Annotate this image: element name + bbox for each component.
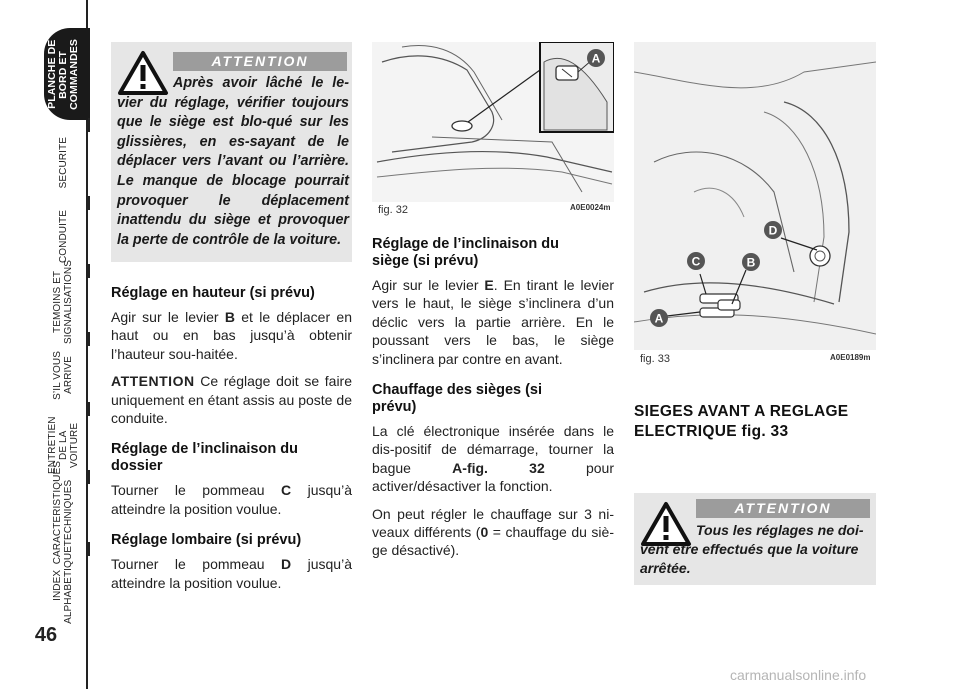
tab-caracteristiques[interactable] xyxy=(44,461,82,565)
tab-label: INDEX ALPHABETIQUE xyxy=(52,546,74,624)
paragraph-siege: Agir sur le levier E. En tirant le levier vers le haut, le siège s’inclinera d’un déclic vers la partie arrière. En le poussant vers le bas, le siège s’inclinera par contre en avant. xyxy=(372,277,614,367)
tab-securite[interactable] xyxy=(44,128,82,198)
figure-32 xyxy=(372,42,614,202)
text-column-2 xyxy=(372,236,614,569)
watermark: carmanualsonline.info xyxy=(730,667,867,683)
heading-reglage-hauteur: Réglage en hauteur (si prévu) xyxy=(111,285,315,301)
paragraph-chauffage: La clé électronique insérée dans le dis-positif de démarrage, tourner la bague A-fig. 32 pour activer/désactiver la fonction. xyxy=(372,423,614,495)
warning-title: ATTENTION xyxy=(696,499,870,518)
paragraph-lombaire: Tourner le pommeau D jusqu’à atteindre la position voulue. xyxy=(111,556,352,591)
ref-b: B xyxy=(224,309,235,325)
heading-reglage-lombaire: Réglage lombaire (si prévu) xyxy=(111,532,302,549)
warning-box xyxy=(111,42,352,262)
tab-label: CONDUITE xyxy=(57,210,69,264)
tab-temoins[interactable] xyxy=(44,260,82,345)
figure-code: A0E0024m xyxy=(570,203,611,212)
tab-sil-vous-arrive[interactable] xyxy=(44,340,82,410)
ref-c: C xyxy=(281,482,292,499)
figure-caption: fig. 33 xyxy=(640,353,670,365)
svg-text:A: A xyxy=(591,51,601,66)
paragraph-niveaux: On peut régler le chauffage sur 3 ni-veaux différents (0 = chauffage du siè-ge désactivé). xyxy=(372,505,614,559)
seat-lever-illustration xyxy=(372,42,614,202)
warning-text: Tous les réglages ne doi-vent être effectués que la voiture arrêtée. xyxy=(640,522,864,576)
page-number: 46 xyxy=(34,624,58,646)
figure-caption: fig. 32 xyxy=(378,204,408,216)
tab-index[interactable] xyxy=(44,546,82,624)
tab-label: ENTRETIEN DE LA VOITURE xyxy=(46,416,80,474)
tab-label: PLANCHE DE BORD ET COMMANDES xyxy=(45,38,80,110)
paragraph-attention: ATTENTION Ce réglage doit se faire uniquement en étant assis au poste de conduite. xyxy=(111,373,352,427)
svg-text:B: B xyxy=(746,255,756,270)
svg-text:D: D xyxy=(768,223,778,238)
figure-33 xyxy=(634,42,876,350)
tab-label: S’IL VOUS ARRIVE xyxy=(52,350,74,400)
paragraph-dossier: Tourner le pommeau C jusqu’à atteindre la position voulue. xyxy=(111,482,352,517)
tab-label: CARACTERISTIQUES TECHNIQUES xyxy=(52,461,74,565)
ref-zero: 0 xyxy=(480,524,489,541)
heading-inclinaison-siege: Réglage de l’inclinaison du siège (si prévu) xyxy=(372,236,559,269)
svg-text:C: C xyxy=(691,254,701,269)
warning-title: ATTENTION xyxy=(173,52,347,71)
warning-box xyxy=(634,493,876,585)
ref-e: E xyxy=(484,277,494,293)
section-title: SIEGES AVANT A REGLAGE ELECTRIQUE fig. 33 xyxy=(634,403,849,440)
heading-inclinaison-dossier: Réglage de l’inclinaison du dossier xyxy=(111,441,298,475)
warning-text: Après avoir lâché le le-vier du réglage, vérifier toujours que le siège est blo-qué sur les glissières, en es-sayant de le déplacer vers l’avant ou l’arrière. Le manque de blocage pourrait provoquer le déplacement inattendu du siège et provoquer la perte de contrôle de la voiture. xyxy=(117,75,349,248)
tab-label: SECURITE xyxy=(57,137,69,189)
paragraph-hauteur: Agir sur le levier B et le déplacer en haut ou en bas jusqu’à obtenir l’hauteur sou-haitée. xyxy=(111,309,352,362)
chapter-tab-bar xyxy=(0,0,92,689)
tab-planche-de-bord[interactable] xyxy=(44,30,82,118)
attention-label: ATTENTION xyxy=(111,373,195,390)
heading-chauffage: Chauffage des sièges (si prévu) xyxy=(372,382,543,416)
figure-code: A0E0189m xyxy=(830,353,871,362)
ref-fig32: A-fig. 32 xyxy=(452,459,545,476)
electric-seat-illustration xyxy=(634,42,876,350)
ref-d: D xyxy=(281,556,292,573)
svg-text:A: A xyxy=(654,311,664,326)
tab-label: TEMOINS ET SIGNALISATIONS xyxy=(52,260,74,345)
text-column-1 xyxy=(111,285,352,601)
